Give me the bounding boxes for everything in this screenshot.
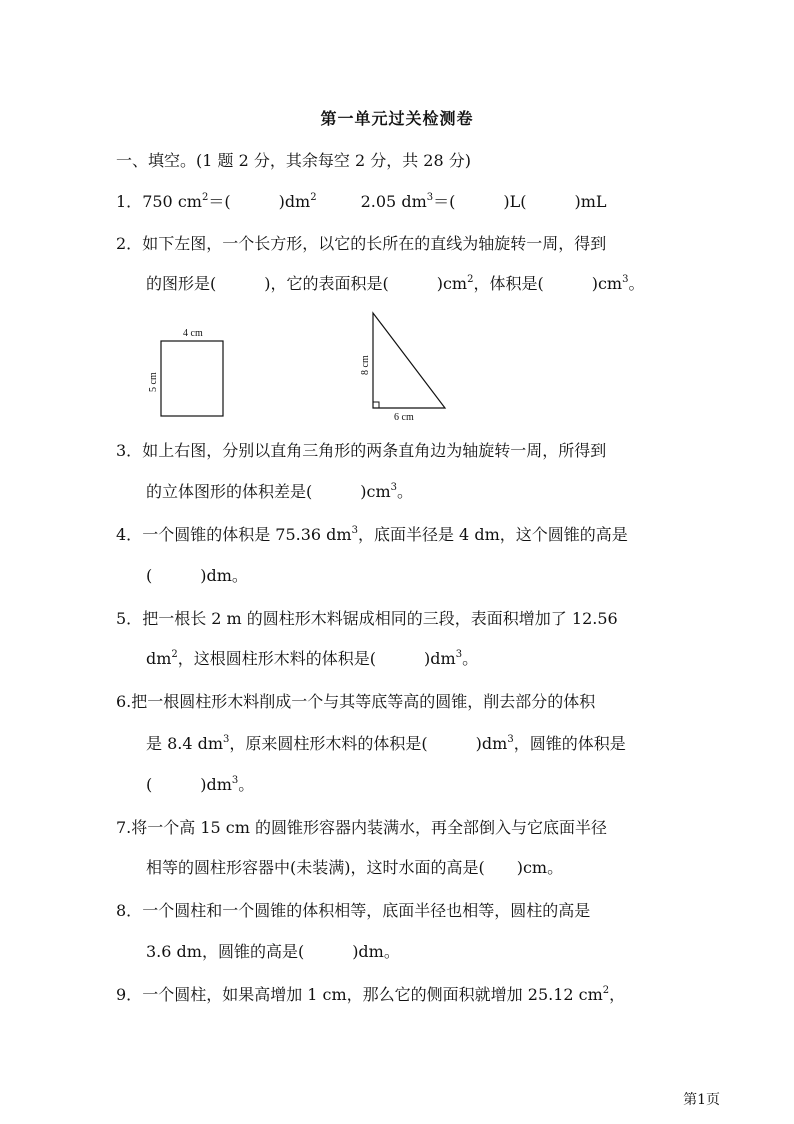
question-8-line-1: 8．一个圆柱和一个圆锥的体积相等，底面半径也相等，圆柱的高是	[116, 901, 591, 920]
question-4-line-2: ( )dm。	[146, 566, 248, 585]
question-number: 6.	[116, 692, 132, 711]
question-number: 7.	[116, 818, 132, 837]
question-number: 8．	[116, 901, 143, 920]
question-2-line-1: 2．如下左图，一个长方形，以它的长所在的直线为轴旋转一周，得到	[116, 234, 607, 253]
question-number: 5．	[116, 609, 143, 628]
question-4-line-1: 4．一个圆锥的体积是 75.36 $dm^3$，底面半径是 4 dm，这个圆锥的高是	[116, 525, 628, 544]
question-number: 1．	[116, 192, 143, 211]
question-number: 9．	[116, 985, 143, 1004]
question-number: 3．	[116, 441, 143, 460]
question-6-line-1: 6.把一根圆柱形木料削成一个与其等底等高的圆锥，削去部分的体积	[116, 692, 596, 711]
right-angle-mark	[373, 402, 379, 408]
question-7-line-2: 相等的圆柱形容器中(未装满)，这时水面的高是( )cm。	[146, 858, 564, 877]
question-3-line-2: 的立体图形的体积差是( )$cm^3$。	[146, 482, 414, 501]
rectangle-width-label: 4 cm	[183, 328, 203, 339]
page-title: 第一单元过关检测卷	[320, 109, 474, 128]
question-6-line-3: ( )$dm^3$。	[146, 775, 255, 794]
question-number: 4．	[116, 525, 143, 544]
question-9-line-1: 9．一个圆柱，如果高增加 1 cm，那么它的侧面积就增加 25.12 $cm^2$，	[116, 985, 626, 1004]
question-number: 2．	[116, 234, 143, 253]
question-6-line-2: 是 8.4 $dm^3$，原来圆柱形木料的体积是( )$dm^3$，圆锥的体积是	[146, 734, 626, 753]
question-5-line-1: 5．把一根长 2 m 的圆柱形木料锯成相同的三段，表面积增加了 12.56	[116, 609, 618, 628]
question-3-line-1: 3．如上右图，分别以直角三角形的两条直角边为轴旋转一周，所得到	[116, 441, 607, 460]
rectangle-height-label: 5 cm	[148, 372, 159, 392]
triangle-figure	[352, 305, 462, 425]
triangle-height-label: 8 cm	[360, 355, 371, 375]
page-number: 第1页	[683, 1092, 720, 1108]
question-2-line-2: 的图形是( )，它的表面积是( )$cm^2$，体积是( )$cm^3$。	[146, 274, 645, 293]
question-1: 1．750 $cm^2=$( )$dm^2$ 2.05 $dm^3=$( )L( )mL	[116, 192, 607, 211]
question-5-line-2: $dm^2$，这根圆柱形木料的体积是( )$dm^3$。	[146, 649, 479, 668]
rectangle-figure	[140, 320, 250, 420]
rectangle-shape	[161, 341, 223, 416]
question-8-line-2: 3.6 dm，圆锥的高是( )dm。	[146, 942, 400, 961]
triangle-base-label: 6 cm	[394, 412, 414, 423]
right-triangle-shape	[373, 313, 445, 408]
question-7-line-1: 7.将一个高 15 cm 的圆锥形容器内装满水，再全部倒入与它底面半径	[116, 818, 608, 837]
section-heading: 一、填空。(1 题 2 分，其余每空 2 分，共 28 分)	[116, 151, 471, 170]
